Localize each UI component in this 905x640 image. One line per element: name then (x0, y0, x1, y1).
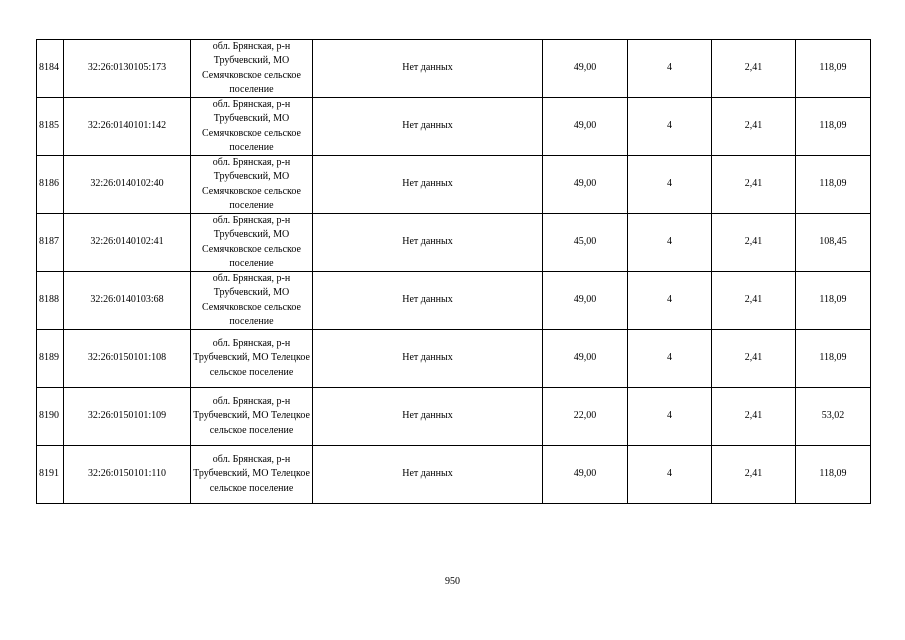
address-cell: обл. Брянская, р-н Трубчевский, МО Телецкое сельское поселение (191, 388, 313, 446)
table-row (37, 156, 871, 214)
cadastral-number-cell: 32:26:0150101:109 (64, 388, 191, 446)
cadastral-number-cell: 32:26:0140102:40 (64, 156, 191, 214)
data-table (36, 39, 871, 504)
area-cell: 49,00 (543, 98, 628, 156)
table-row (37, 446, 871, 504)
area-cell: 49,00 (543, 156, 628, 214)
description-cell: Нет данных (313, 40, 543, 98)
address-cell: обл. Брянская, р-н Трубчевский, МО Семячковское сельское поселение (191, 40, 313, 98)
group-cell: 4 (628, 330, 712, 388)
value-cell: 53,02 (796, 388, 871, 446)
cadastral-number-cell: 32:26:0140103:68 (64, 272, 191, 330)
description-cell: Нет данных (313, 388, 543, 446)
rate-cell: 2,41 (712, 214, 796, 272)
description-cell: Нет данных (313, 98, 543, 156)
row-number-cell: 8185 (37, 98, 64, 156)
rate-cell: 2,41 (712, 40, 796, 98)
address-cell: обл. Брянская, р-н Трубчевский, МО Семячковское сельское поселение (191, 98, 313, 156)
value-cell: 108,45 (796, 214, 871, 272)
cadastral-number-cell: 32:26:0130105:173 (64, 40, 191, 98)
description-cell: Нет данных (313, 446, 543, 504)
value-cell: 118,09 (796, 330, 871, 388)
cadastral-number-cell: 32:26:0140101:142 (64, 98, 191, 156)
group-cell: 4 (628, 272, 712, 330)
row-number-cell: 8184 (37, 40, 64, 98)
description-cell: Нет данных (313, 156, 543, 214)
rate-cell: 2,41 (712, 330, 796, 388)
rate-cell: 2,41 (712, 156, 796, 214)
row-number-cell: 8188 (37, 272, 64, 330)
group-cell: 4 (628, 388, 712, 446)
cadastral-number-cell: 32:26:0140102:41 (64, 214, 191, 272)
row-number-cell: 8187 (37, 214, 64, 272)
value-cell: 118,09 (796, 98, 871, 156)
area-cell: 49,00 (543, 40, 628, 98)
address-cell: обл. Брянская, р-н Трубчевский, МО Семячковское сельское поселение (191, 156, 313, 214)
rate-cell: 2,41 (712, 272, 796, 330)
rate-cell: 2,41 (712, 388, 796, 446)
table-row (37, 40, 871, 98)
area-cell: 49,00 (543, 446, 628, 504)
group-cell: 4 (628, 40, 712, 98)
rate-cell: 2,41 (712, 446, 796, 504)
page-number: 950 (445, 576, 460, 587)
address-cell: обл. Брянская, р-н Трубчевский, МО Телецкое сельское поселение (191, 330, 313, 388)
rate-cell: 2,41 (712, 98, 796, 156)
description-cell: Нет данных (313, 272, 543, 330)
row-number-cell: 8191 (37, 446, 64, 504)
table-row (37, 388, 871, 446)
address-cell: обл. Брянская, р-н Трубчевский, МО Семячковское сельское поселение (191, 272, 313, 330)
table-row (37, 330, 871, 388)
cadastral-number-cell: 32:26:0150101:108 (64, 330, 191, 388)
cadastral-number-cell: 32:26:0150101:110 (64, 446, 191, 504)
value-cell: 118,09 (796, 272, 871, 330)
value-cell: 118,09 (796, 446, 871, 504)
address-cell: обл. Брянская, р-н Трубчевский, МО Телецкое сельское поселение (191, 446, 313, 504)
value-cell: 118,09 (796, 40, 871, 98)
table-row (37, 98, 871, 156)
table-row (37, 272, 871, 330)
description-cell: Нет данных (313, 330, 543, 388)
table-row (37, 214, 871, 272)
area-cell: 49,00 (543, 272, 628, 330)
group-cell: 4 (628, 98, 712, 156)
address-cell: обл. Брянская, р-н Трубчевский, МО Семячковское сельское поселение (191, 214, 313, 272)
row-number-cell: 8190 (37, 388, 64, 446)
group-cell: 4 (628, 446, 712, 504)
value-cell: 118,09 (796, 156, 871, 214)
row-number-cell: 8189 (37, 330, 64, 388)
area-cell: 22,00 (543, 388, 628, 446)
area-cell: 49,00 (543, 330, 628, 388)
row-number-cell: 8186 (37, 156, 64, 214)
group-cell: 4 (628, 214, 712, 272)
group-cell: 4 (628, 156, 712, 214)
description-cell: Нет данных (313, 214, 543, 272)
area-cell: 45,00 (543, 214, 628, 272)
